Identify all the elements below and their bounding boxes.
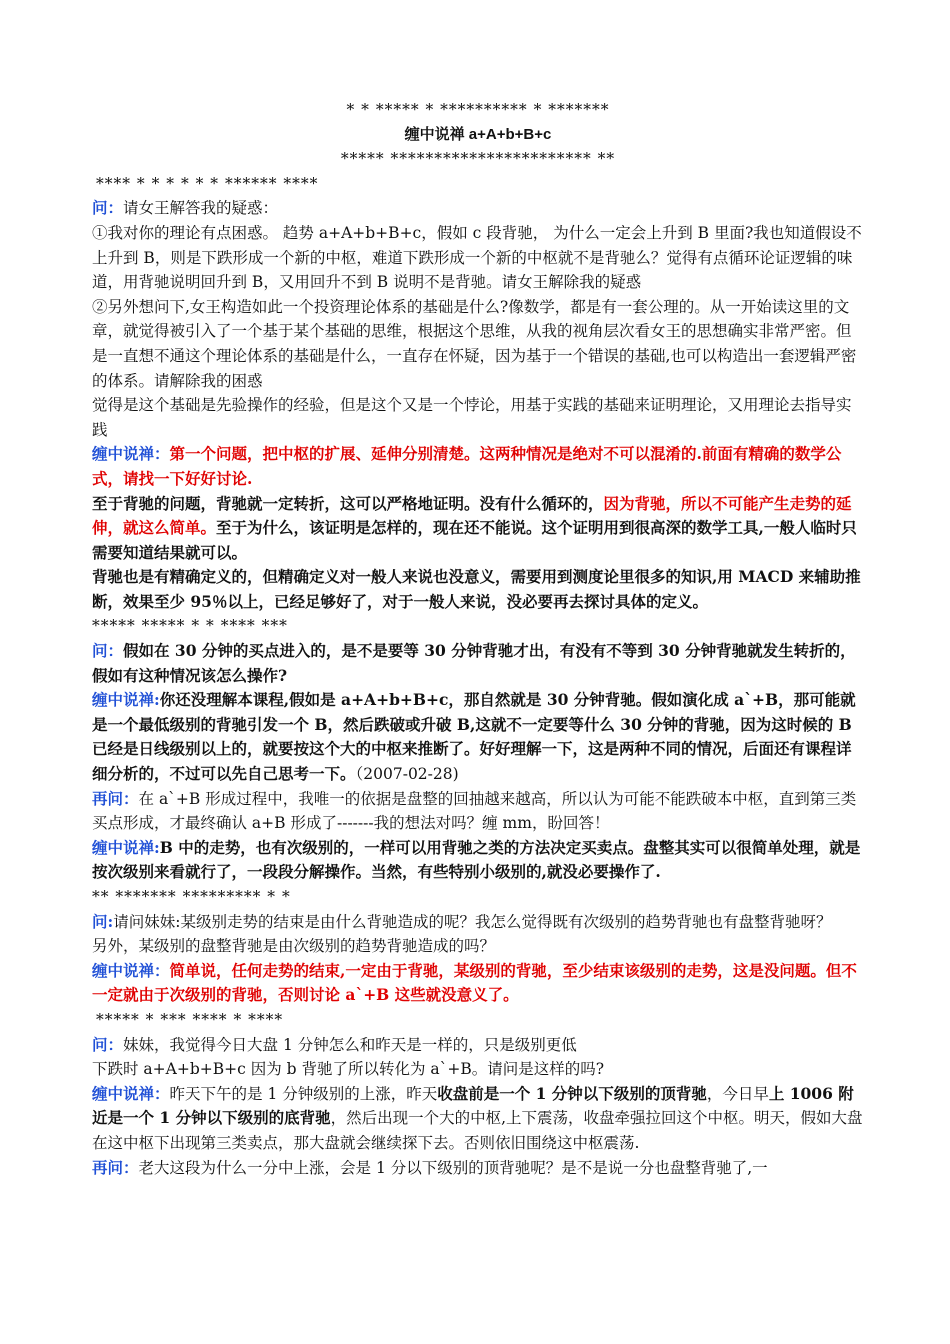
answer-paragraph (92, 836, 864, 885)
separator-bottom: ***** *********************** ** (340, 150, 616, 169)
separator: ** ******* ********* * * (92, 888, 291, 906)
separator: ***** ***** * * **** *** (92, 617, 288, 636)
body-paragraph: 下跌时 a+A+b+B+c 因为 b 背驰了所以转化为 a`+B。请问是这样的吗? (92, 1060, 605, 1079)
answer-date: （2007-02-28) (355, 765, 459, 784)
question-paragraph (92, 787, 864, 836)
document-title: 缠中说禅 a+A+b+B+c (404, 125, 552, 143)
answer-label: 缠中说禅： (92, 444, 170, 464)
body-paragraph: 觉得是这个基础是先验操作的经验，但是这个又是一个悖论，用基于实践的基础来证明理论，又用理论去指导实践 (92, 396, 852, 439)
answer-text: ，然后出现一个大的中枢,上下震荡，收盘牵强拉回这个中枢。明天，假如大盘在这中枢下出现第三类卖点，那大盘就会继续探下去。否则依旧围绕这中枢震荡. (92, 1109, 863, 1152)
question-paragraph (92, 1033, 864, 1058)
question-label: 再问： (92, 1157, 139, 1177)
body-paragraph: 另外，某级别的盘整背驰是由次级别的趋势背驰造成的吗？ (92, 937, 496, 956)
question-text: 请问妹妹:某级别走势的结束是由什么背驰造成的呢？我怎么觉得既有次级别的趋势背驰也有盘整背驰呀？ (113, 912, 832, 931)
answer-text: ，今日早 (706, 1084, 769, 1103)
answer-text: 你还没理解本课程,假如是 a+A+b+B+c，那自然就是 30 分钟背驰。假如演化成 a`+B，那可能就是一个最低级别的背驰引发一个 B，然后跌破或升破 B,这就不一定要等什么 30 分钟的背驰，因为这时候的 B 已经是日线级别以上的，就要按这个大的中枢来推断了。好好理解一下，这是两种不同的情况，后面还有课程详细分析的，不过可以先自己思考一下。 (92, 690, 856, 784)
question-label: 问： (92, 1034, 124, 1054)
document-page (92, 98, 864, 1180)
answer-paragraph (92, 442, 864, 491)
question-paragraph (92, 196, 864, 221)
question-paragraph (92, 1156, 864, 1181)
question-paragraph (92, 910, 864, 935)
answer-label: 缠中说禅: (92, 837, 160, 857)
answer-highlight: 第一个问题，把中枢的扩展、延伸分别清楚。这两种情况是绝对不可以混淆的.前面有精确的数学公式，请找一下好好讨论. (92, 444, 842, 488)
question-text: 假如在 30 分钟的买点进入的，是不是要等 30 分钟背驰才出，有没有不等到 30 分钟背驰就发生转折的，假如有这种情况该怎么操作? (92, 641, 856, 685)
body-paragraph: ②另外想问下,女王构造如此一个投资理论体系的基础是什么?像数学，都是有一套公理的。从一开始读这里的文章，就觉得被引入了一个基于某个基础的思维，根据这个思维，从我的视角层次看女王的思想确实非常严密。但是一直想不通这个理论体系的基础是什么，一直存在怀疑，因为基于一个错误的基础,也可以构造出一套逻辑严密的体系。请解除我的困惑 (92, 297, 857, 390)
answer-paragraph (92, 1082, 864, 1156)
answer-bold: 收盘前是一个 1 分钟以下级别的顶背驰 (437, 1083, 707, 1103)
question-label: 问: (92, 911, 114, 931)
question-text: 在 a`+B 形成过程中，我唯一的依据是盘整的回抽越来越高，所以认为可能不能跌破本中枢，直到第三类买点形成，才最终确认 a+B 形成了-------我的想法对吗？缠 mm，盼回答！ (92, 789, 857, 833)
answer-bold: 上 1006 附近是一个 1 分钟以下级别的底背驰 (92, 1083, 854, 1128)
answer-text: B 中的走势，也有次级别的，一样可以用背驰之类的方法决定买卖点。盘整其实可以很简单处理，就是按次级别来看就行了，一段段分解操作。当然，有些特别小级别的,就没必要操作了. (92, 837, 861, 882)
answer-paragraph (92, 688, 864, 786)
body-paragraph: ①我对你的理论有点困惑。 趋势 a+A+b+B+c，假如 c 段背驰， 为什么一定会上升到 B 里面?我也知道假设不上升到 B，则是下跌形成一个新的中枢，难道下跌形成一个新的中枢就不是背驰么？觉得有点循环论证逻辑的味道，用背驰说明回升到 B，又用回升不到 B 说明不是背驰。请女王解除我的疑惑 (92, 223, 862, 292)
answer-highlight: 简单说，任何走势的结束,一定由于背驰，某级别的背驰，至少结束该级别的走势，这是没问题。但不一定就由于次级别的背驰，否则讨论 a`+B 这些就没意义了。 (92, 960, 857, 1005)
question-label: 问： (92, 198, 124, 218)
question-text: 请女王解答我的疑惑： (123, 199, 279, 218)
question-label: 问： (92, 641, 124, 661)
separator-top: * * ***** * ********** * ******* (346, 101, 610, 119)
answer-label: 缠中说禅: (92, 690, 160, 710)
answer-paragraph (92, 959, 864, 1008)
answer-text: 昨天下午的是 1 分钟级别的上涨，昨天 (169, 1084, 438, 1103)
question-paragraph (92, 639, 864, 688)
answer-paragraph: 背驰也是有精确定义的，但精确定义对一般人来说也没意义，需要用到测度论里很多的知识,用 MACD 来辅助推断，效果至少 95％以上，已经足够好了，对于一般人来说，没必要再去探讨具体的定义。 (92, 567, 861, 611)
separator: **** * * * * * * ****** **** (96, 174, 319, 193)
answer-label: 缠中说禅： (92, 1083, 170, 1103)
separator: ***** * *** **** * **** (96, 1010, 284, 1029)
answer-text: 至于为什么，该证明是怎样的，现在还不能说。这个证明用到很高深的数学工具,一般人临时只需要知道结果就可以。 (92, 518, 857, 562)
question-label: 再问： (92, 788, 139, 808)
answer-paragraph (92, 492, 864, 566)
answer-label: 缠中说禅： (92, 960, 170, 980)
question-text: 老大这段为什么一分中上涨，会是 1 分以下级别的顶背驰呢？是不是说一分也盘整背驰了,一 (138, 1158, 768, 1177)
answer-highlight: 因为背驰，所以不可能产生走势的延伸，就这么简单。 (92, 493, 852, 538)
answer-text: 至于背驰的问题，背驰就一定转折，这可以严格地证明。没有什么循环的， (92, 493, 604, 513)
question-text: 妹妹，我觉得今日大盘 1 分钟怎么和昨天是一样的，只是级别更低 (123, 1035, 577, 1054)
